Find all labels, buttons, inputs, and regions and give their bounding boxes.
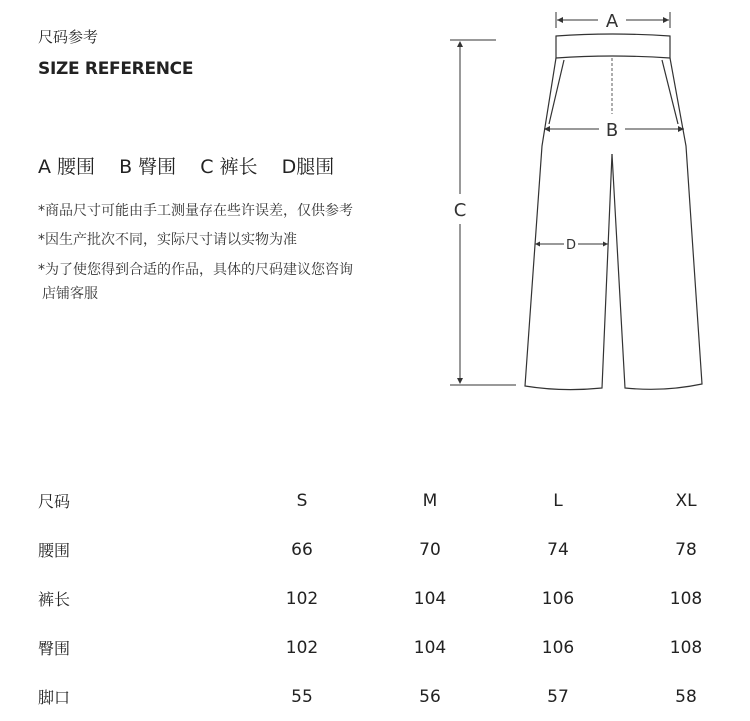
note-line-1: *商品尺寸可能由手工测量存在些许误差，仅供参考 (38, 203, 353, 219)
table-cell: 70 (419, 539, 441, 560)
table-cell: 108 (669, 588, 703, 609)
table-cell: 78 (675, 539, 697, 560)
legend-item-b: B 臀围 (119, 156, 177, 178)
waistband-shape (556, 34, 670, 58)
page-title-en: SIZE REFERENCE (38, 59, 194, 79)
measurement-legend (38, 152, 352, 179)
page-title-cn: 尺码参考 (38, 28, 99, 46)
size-table (0, 476, 750, 721)
table-header-cell: M (422, 490, 438, 511)
table-row (0, 525, 750, 574)
table-cell: 55 (291, 686, 313, 707)
table-row (0, 672, 750, 721)
legend-item-d: D腿围 (281, 156, 335, 178)
left-leg-outline (525, 58, 612, 390)
left-pocket (549, 60, 564, 124)
table-cell: 102 (285, 637, 319, 658)
table-cell: 108 (669, 637, 703, 658)
table-row (0, 623, 750, 672)
table-cell: 102 (285, 588, 319, 609)
legend-item-a: A 腰围 (38, 156, 96, 178)
legend-item-c: C 裤长 (200, 156, 258, 178)
dimension-label-b: B (605, 120, 619, 141)
row-label: 腰围 (38, 541, 71, 560)
row-label: 裤长 (38, 590, 71, 609)
right-leg-outline (612, 58, 702, 389)
pants-diagram (440, 6, 720, 398)
table-cell: 66 (291, 539, 313, 560)
row-label: 脚口 (38, 688, 71, 707)
table-header-row (0, 476, 750, 525)
dimension-label-d: D (565, 238, 577, 253)
pants-outline-svg (440, 6, 720, 398)
table-header-cell: S (296, 490, 308, 511)
table-header-cell: XL (675, 490, 697, 511)
table-cell: 106 (541, 588, 575, 609)
dimension-label-a: A (605, 11, 619, 32)
note-line-4: 店铺客服 (42, 286, 98, 302)
table-cell: 106 (541, 637, 575, 658)
note-line-2: *因生产批次不同，实际尺寸请以实物为准 (38, 232, 297, 248)
table-cell: 104 (413, 637, 447, 658)
table-header-cell: L (553, 490, 563, 511)
table-cell: 104 (413, 588, 447, 609)
table-cell: 58 (675, 686, 697, 707)
table-row (0, 574, 750, 623)
table-header-label: 尺码 (38, 492, 71, 511)
row-label: 臀围 (38, 639, 71, 658)
dimension-label-c: C (453, 200, 467, 221)
note-line-3: *为了使您得到合适的作品，具体的尺码建议您咨询 (38, 262, 353, 278)
table-cell: 57 (547, 686, 569, 707)
table-cell: 56 (419, 686, 441, 707)
table-cell: 74 (547, 539, 569, 560)
